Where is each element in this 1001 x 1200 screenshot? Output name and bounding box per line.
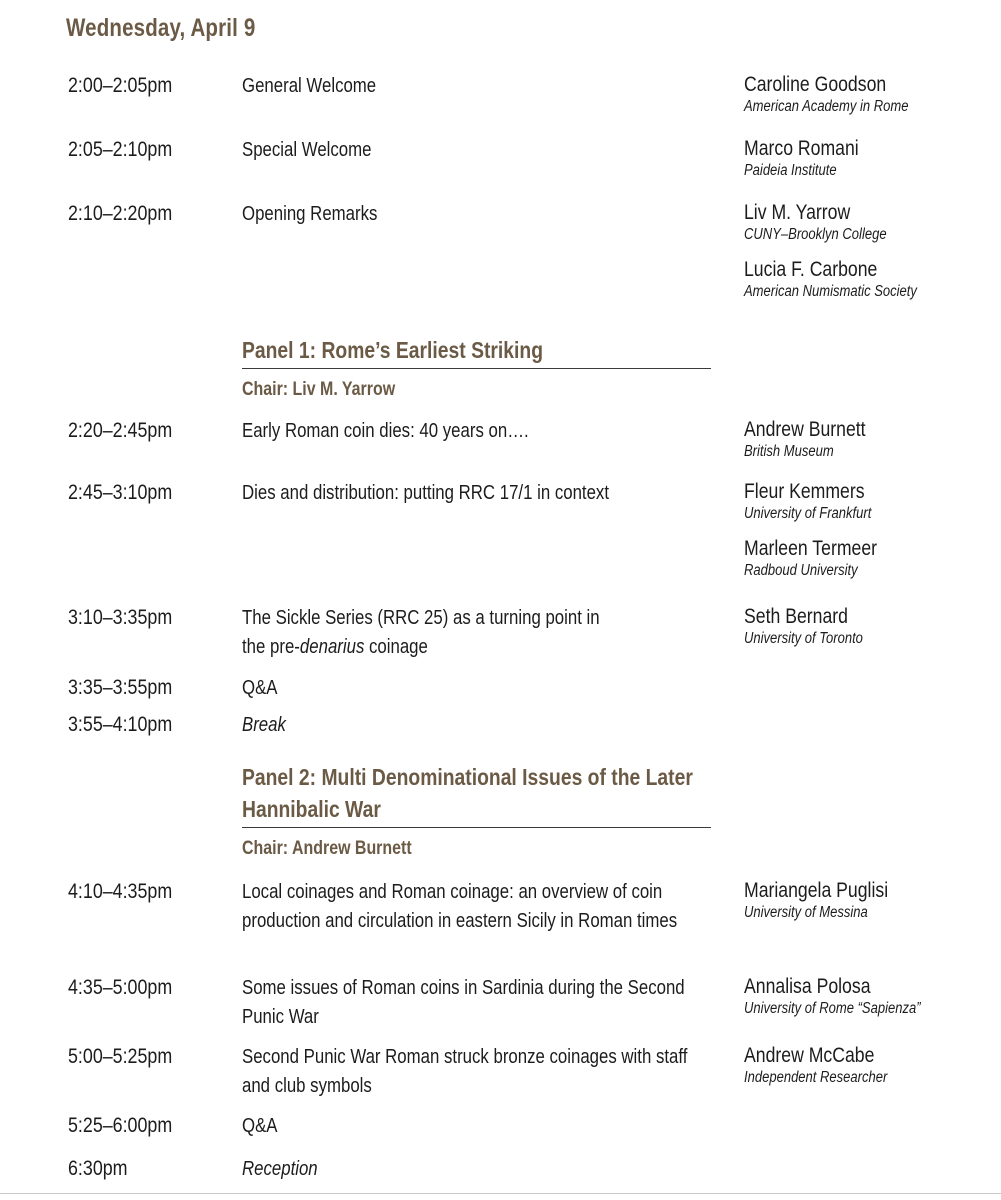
speaker xyxy=(744,72,996,117)
page-bottom-divider xyxy=(0,1193,1001,1194)
panel-chair: Chair: Liv M. Yarrow xyxy=(242,379,396,400)
session-title: Second Punic War Roman struck bronze coinages with staff and club symbols xyxy=(242,1046,688,1097)
speaker-name: Lucia F. Carbone xyxy=(744,258,878,281)
speaker-affiliation: Radboud University xyxy=(744,562,858,579)
speaker-name: Andrew McCabe xyxy=(744,1044,875,1067)
speaker xyxy=(744,417,996,462)
speaker-name: Marleen Termeer xyxy=(744,537,878,560)
speaker-affiliation: Independent Researcher xyxy=(744,1069,888,1086)
session-title: Dies and distribution: putting RRC 17/1 in context xyxy=(242,482,610,504)
speaker xyxy=(744,136,996,181)
session-time: 6:30pm xyxy=(68,1157,128,1180)
session-time: 2:05–2:10pm xyxy=(68,138,173,161)
speaker-list xyxy=(744,72,1001,129)
title-text: the pre- xyxy=(242,636,300,658)
speaker xyxy=(744,604,996,649)
session-title: Break xyxy=(242,714,286,736)
session-time: 4:10–4:35pm xyxy=(68,880,173,903)
session-time: 2:20–2:45pm xyxy=(68,419,173,442)
speaker-name: Fleur Kemmers xyxy=(744,480,865,503)
speaker xyxy=(744,257,996,302)
session-title xyxy=(242,604,712,662)
speaker-list xyxy=(744,1043,1001,1100)
session-title: Some issues of Roman coins in Sardinia during the Second Punic War xyxy=(242,977,685,1028)
panel-divider xyxy=(242,368,711,369)
title-text: coinage xyxy=(364,636,428,658)
speaker-list xyxy=(744,604,1001,661)
speaker-affiliation: University of Rome “Sapienza” xyxy=(744,1000,921,1017)
speaker-affiliation: American Academy in Rome xyxy=(744,98,909,115)
session-title: Special Welcome xyxy=(242,139,372,161)
speaker-name: Annalisa Polosa xyxy=(744,975,871,998)
speaker-list xyxy=(744,200,1001,314)
panel-title: Panel 2: Multi Denominational Issues of the Later Hannibalic War xyxy=(242,764,693,822)
speaker-affiliation: University of Toronto xyxy=(744,630,863,647)
day-heading: Wednesday, April 9 xyxy=(66,14,256,42)
panel-header xyxy=(242,334,711,401)
speaker-affiliation: British Museum xyxy=(744,443,834,460)
title-line-1: The Sickle Series (RRC 25) as a turning point in xyxy=(242,607,600,629)
session-title: Early Roman coin dies: 40 years on…. xyxy=(242,420,529,442)
speaker-affiliation: Paideia Institute xyxy=(744,162,837,179)
session-time: 2:10–2:20pm xyxy=(68,202,173,225)
speaker-name: Marco Romani xyxy=(744,137,859,160)
panel-chair: Chair: Andrew Burnett xyxy=(242,838,412,859)
session-time: 5:25–6:00pm xyxy=(68,1114,173,1137)
speaker-name: Liv M. Yarrow xyxy=(744,201,851,224)
speaker xyxy=(744,1043,996,1088)
speaker-list xyxy=(744,479,1001,593)
speaker-affiliation: American Numismatic Society xyxy=(744,283,917,300)
speaker-name: Seth Bernard xyxy=(744,605,848,628)
session-time: 5:00–5:25pm xyxy=(68,1045,173,1068)
speaker-list xyxy=(744,878,1001,935)
speaker-list xyxy=(744,417,1001,474)
session-title: Q&A xyxy=(242,677,278,699)
session-title: Q&A xyxy=(242,1115,278,1137)
session-title: Reception xyxy=(242,1158,318,1180)
panel-header xyxy=(242,761,711,860)
session-title: Local coinages and Roman coinage: an overview of coin production and circulation in eastern Sicily in Roman times xyxy=(242,881,678,932)
speaker-name: Andrew Burnett xyxy=(744,418,866,441)
session-title: General Welcome xyxy=(242,75,377,97)
speaker-name: Caroline Goodson xyxy=(744,73,887,96)
session-time: 2:00–2:05pm xyxy=(68,74,173,97)
speaker xyxy=(744,974,996,1019)
speaker-list xyxy=(744,974,1001,1031)
speaker-name: Mariangela Puglisi xyxy=(744,879,889,902)
speaker xyxy=(744,878,996,923)
panel-divider xyxy=(242,827,711,828)
speaker xyxy=(744,536,996,581)
title-italic-term: denarius xyxy=(299,636,365,658)
speaker-affiliation: CUNY–Brooklyn College xyxy=(744,226,887,243)
speaker xyxy=(744,200,996,245)
session-time: 4:35–5:00pm xyxy=(68,976,173,999)
panel-title: Panel 1: Rome’s Earliest Striking xyxy=(242,337,544,363)
speaker-affiliation: University of Frankfurt xyxy=(744,505,872,522)
session-title: Opening Remarks xyxy=(242,203,378,225)
speaker xyxy=(744,479,996,524)
session-time: 3:10–3:35pm xyxy=(68,606,173,629)
session-time: 3:55–4:10pm xyxy=(68,713,173,736)
speaker-list xyxy=(744,136,1001,193)
session-time: 2:45–3:10pm xyxy=(68,481,173,504)
speaker-affiliation: University of Messina xyxy=(744,904,868,921)
session-time: 3:35–3:55pm xyxy=(68,676,173,699)
